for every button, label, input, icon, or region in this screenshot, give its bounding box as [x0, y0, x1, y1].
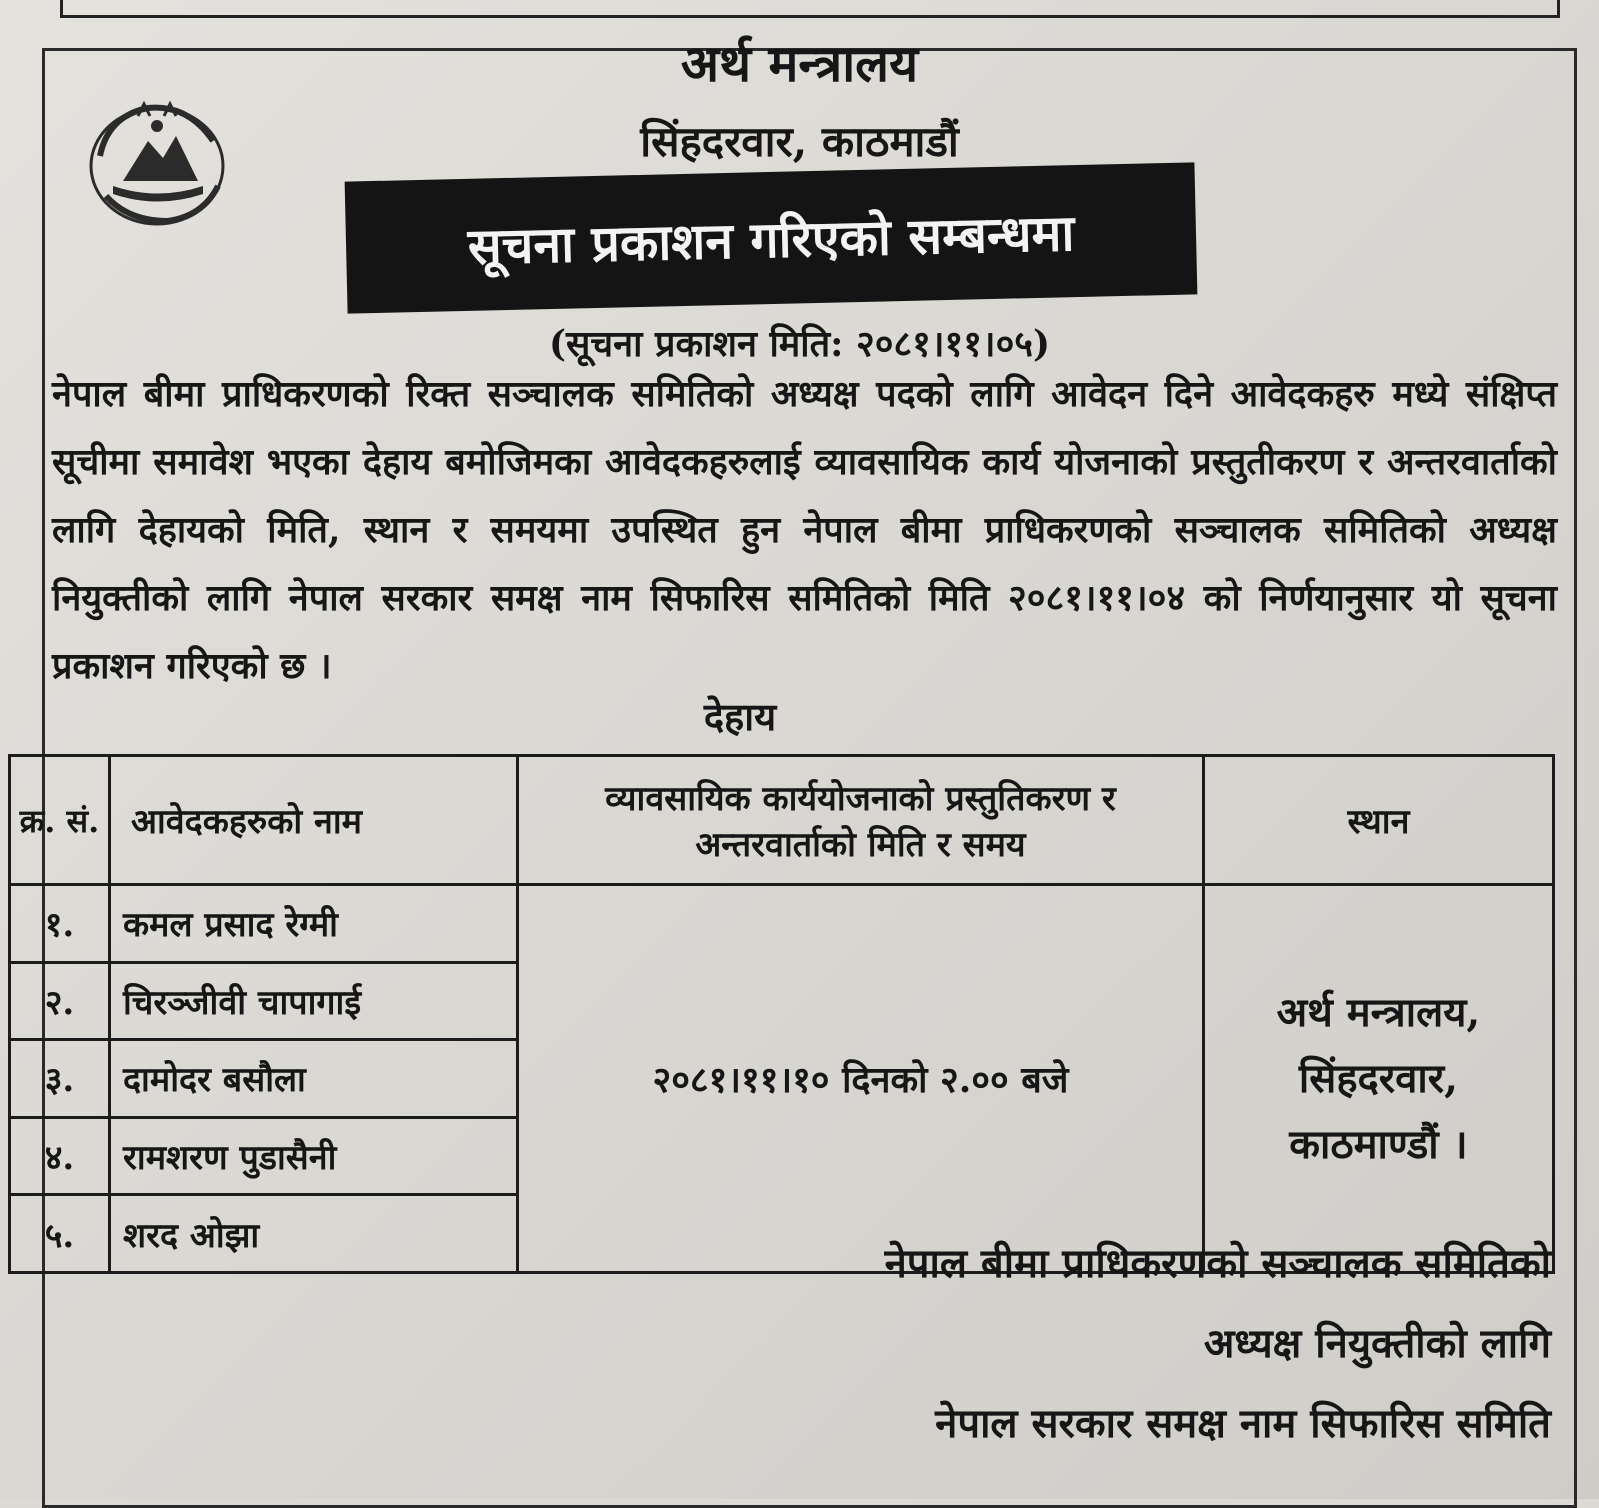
venue-line: अर्थ मन्त्रालय, [1276, 988, 1481, 1036]
row-serial-number: ४. [10, 1117, 110, 1195]
row-applicant-name: रामशरण पुडासैनी [110, 1117, 518, 1195]
table-header-row [10, 756, 1554, 885]
table-caption: देहाय [703, 694, 777, 739]
presentation-datetime: २०८१।११।१० दिनको २.०० बजे [518, 885, 1204, 1273]
signatory-line: नेपाल बीमा प्राधिकरणको सञ्चालक समितिको [884, 1240, 1551, 1287]
ministry-address: सिंहदरवार, काठमाडौं [640, 117, 959, 166]
header-applicant-name: आवेदकहरुको नाम [110, 756, 518, 885]
venue-cell [1204, 885, 1554, 1273]
header-venue: स्थान [1204, 756, 1554, 885]
row-serial-number: २. [10, 962, 110, 1040]
row-applicant-name: चिरञ्जीवी चापागाई [110, 962, 518, 1040]
previous-ad-border [60, 0, 1560, 18]
table-row [10, 885, 1554, 963]
header-serial-number: क्र. सं. [10, 756, 110, 885]
row-applicant-name: कमल प्रसाद रेग्मी [110, 885, 518, 963]
signatory-line: नेपाल सरकार समक्ष नाम सिफारिस समिति [935, 1400, 1551, 1447]
signatory-block [651, 1224, 1551, 1464]
applicant-schedule-table [8, 754, 1555, 1274]
notice-body-paragraph: नेपाल बीमा प्राधिकरणको रिक्त सञ्चालक समितिको अध्यक्ष पदको लागि आवेदन दिने आवेदकहरु मध्ये संक्षिप्त सूचीमा समावेश भएका देहाय बमोजिमका आवेदकहरुलाई व्यावसायिक कार्य योजनाको प्रस्तुतीकरण र अन्तरवार्ताको लागि देहायको मिति, स्थान र समयमा उपस्थित हुन नेपाल बीमा प्राधिकरणको सञ्चालक समितिको अध्यक्ष नियुक्तीको लागि नेपाल सरकार समक्ष नाम सिफारिस समितिको मिति २०८१।११।०४ को निर्णयानुसार यो सूचना प्रकाशन गरिएको छ । [52, 373, 1557, 687]
row-serial-number: ३. [10, 1040, 110, 1118]
ministry-name: अर्थ मन्त्रालय [680, 34, 919, 93]
signatory-line: अध्यक्ष नियुक्तीको लागि [1203, 1320, 1551, 1367]
subject-title: सूचना प्रकाशन गरिएको सम्बन्धमा [467, 203, 1075, 276]
publication-date: (सूचना प्रकाशन मिति: २०८१।११।०५) [548, 323, 1051, 365]
venue-line: सिंहदरवार, [1298, 1054, 1459, 1102]
header-presentation-datetime: व्यावसायिक कार्ययोजनाको प्रस्तुतिकरण र अन्तरवार्ताको मिति र समय [518, 756, 1204, 885]
row-applicant-name: शरद ओझा [110, 1195, 518, 1273]
row-serial-number: ५. [10, 1195, 110, 1273]
row-applicant-name: दामोदर बसौला [110, 1040, 518, 1118]
subject-banner [345, 162, 1198, 313]
venue-line: काठमाण्डौं । [1289, 1120, 1468, 1168]
row-serial-number: १. [10, 885, 110, 963]
